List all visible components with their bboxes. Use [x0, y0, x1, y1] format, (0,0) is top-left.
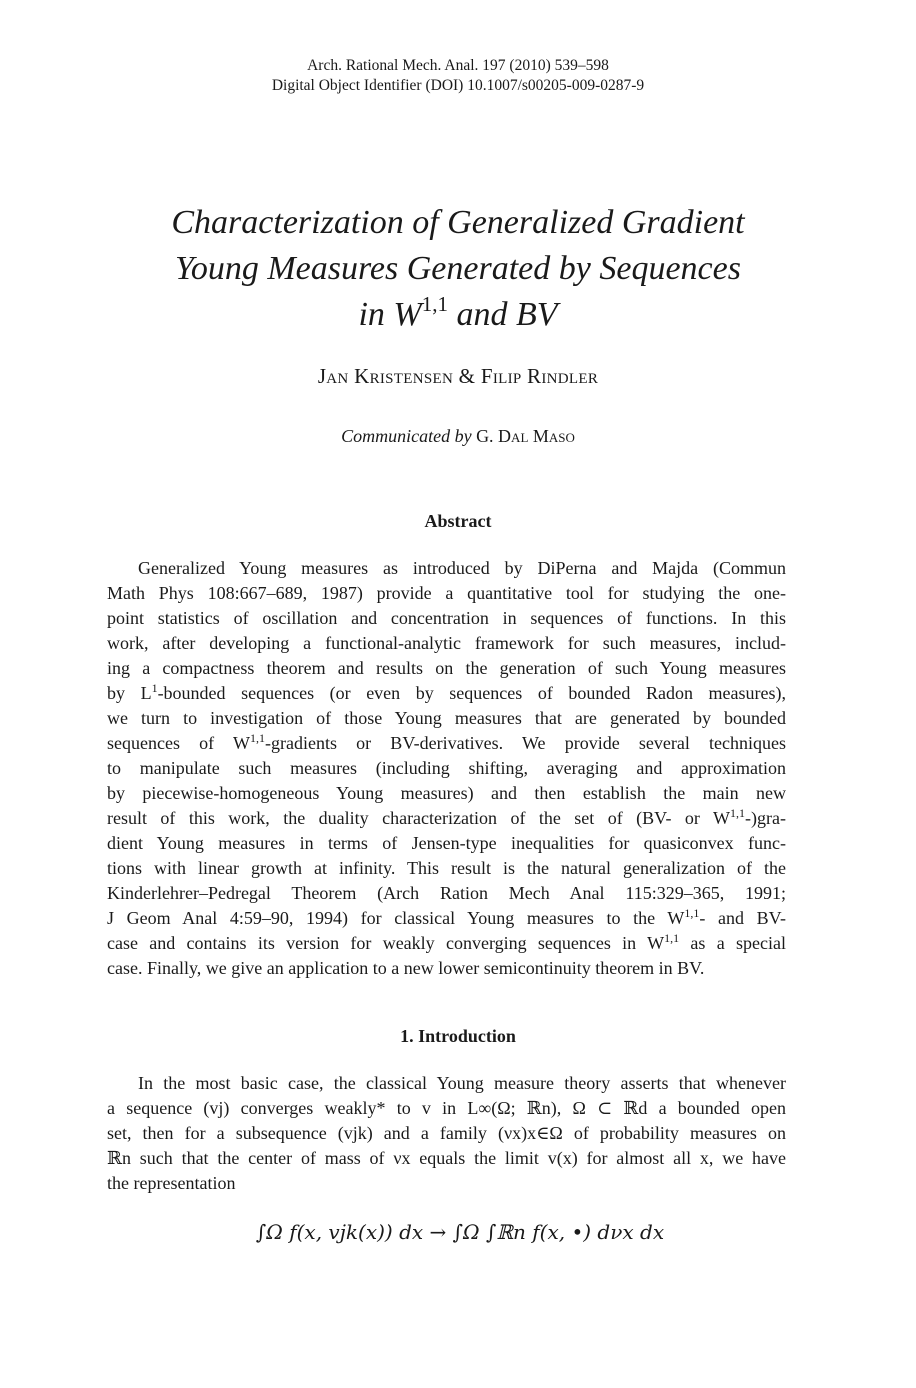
intro-line: a sequence (vj) converges weakly* to v in L∞(Ω; ℝn), Ω ⊂ ℝd a bounded open	[107, 1098, 786, 1118]
journal-header	[0, 56, 916, 96]
abstract-sup: 1,1	[684, 906, 700, 920]
title-sup: 1,1	[421, 292, 448, 316]
abstract-text: J Geom Anal 4:59–90, 1994) for classical Young measures to the W	[107, 908, 685, 928]
abstract-line: case. Finally, we give an application to a new lower semicontinuity theorem in BV.	[107, 958, 705, 978]
journal-citation: Arch. Rational Mech. Anal. 197 (2010) 539–598	[307, 57, 609, 74]
title-line-2: Young Measures Generated by Sequences	[175, 250, 741, 287]
authors: Jan Kristensen & Filip Rindler	[317, 364, 599, 388]
abstract-sup: 1,1	[730, 806, 746, 820]
abstract-text: - and BV-	[699, 908, 786, 928]
abstract-line: point statistics of oscillation and concentration in sequences of functions. In this	[107, 608, 786, 628]
abstract-text: case and contains its version for weakly converging sequences in W	[107, 933, 665, 953]
introduction-heading: 1. Introduction	[400, 1026, 516, 1046]
abstract-line	[107, 731, 786, 756]
communicated-by	[0, 426, 916, 447]
abstract-text: as a special	[679, 933, 786, 953]
intro-line: In the most basic case, the classical Young measure theory asserts that whenever	[138, 1073, 786, 1093]
abstract-line	[107, 931, 786, 956]
doi-line: Digital Object Identifier (DOI) 10.1007/s00205-009-0287-9	[271, 77, 645, 94]
abstract-line: dient Young measures in terms of Jensen-type inequalities for quasiconvex func-	[107, 833, 786, 853]
abstract-text: sequences of W	[107, 733, 250, 753]
abstract-line: to manipulate such measures (including shifting, averaging and approximation	[107, 758, 786, 778]
abstract-sup: 1	[151, 681, 158, 695]
abstract-text: -gradients or BV-derivatives. We provide several techniques	[264, 733, 786, 753]
intro-line: ℝn such that the center of mass of νx equals the limit v(x) for almost all x, we have	[107, 1148, 786, 1168]
abstract-line: ing a compactness theorem and results on the generation of such Young measures	[107, 658, 786, 678]
title-line-3	[100, 292, 816, 338]
title-line-3b: and BV	[447, 296, 558, 333]
abstract-sup: 1,1	[249, 731, 265, 745]
abstract-sup: 1,1	[664, 931, 680, 945]
intro-line: set, then for a subsequence (vjk) and a family (νx)x∈Ω of probability measures on	[107, 1123, 786, 1143]
intro-line: the representation	[107, 1173, 236, 1193]
abstract-heading: Abstract	[424, 511, 492, 531]
abstract-line: Kinderlehrer–Pedregal Theorem (Arch Ration Mech Anal 115:329–365, 1991;	[107, 883, 786, 903]
communicated-name: G. Dal Maso	[476, 426, 575, 446]
abstract-line	[107, 906, 786, 931]
introduction-body	[107, 1071, 786, 1196]
communicated-prefix: Communicated by	[341, 426, 472, 446]
formula-text: ∫Ω f(x, vjk(x)) dx → ∫Ω ∫ℝn f(x, •) dνx dx	[255, 1220, 665, 1244]
abstract-body	[107, 556, 786, 981]
abstract-text: -)gra-	[745, 808, 786, 828]
abstract-line	[107, 681, 786, 706]
abstract-line: Math Phys 108:667–689, 1987) provide a quantitative tool for studying the one-	[107, 583, 786, 603]
abstract-line: by piecewise-homogeneous Young measures) and then establish the main new	[107, 783, 786, 803]
abstract-line: Generalized Young measures as introduced by DiPerna and Majda (Commun	[138, 558, 786, 578]
abstract-line	[107, 806, 786, 831]
abstract-line: work, after developing a functional-analytic framework for such measures, includ-	[107, 633, 786, 653]
abstract-text: result of this work, the duality characterization of the set of (BV- or W	[107, 808, 731, 828]
title-line-1: Characterization of Generalized Gradient	[171, 204, 745, 241]
abstract-text: -bounded sequences (or even by sequences of bounded Radon measures),	[157, 683, 786, 703]
paper-title	[100, 200, 816, 338]
abstract-line: tions with linear growth at infinity. This result is the natural generalization of the	[107, 858, 786, 878]
abstract-line: we turn to investigation of those Young measures that are generated by bounded	[107, 708, 786, 728]
abstract-text: by L	[107, 683, 152, 703]
title-line-3a: in W	[358, 296, 422, 333]
display-formula	[230, 1206, 690, 1266]
